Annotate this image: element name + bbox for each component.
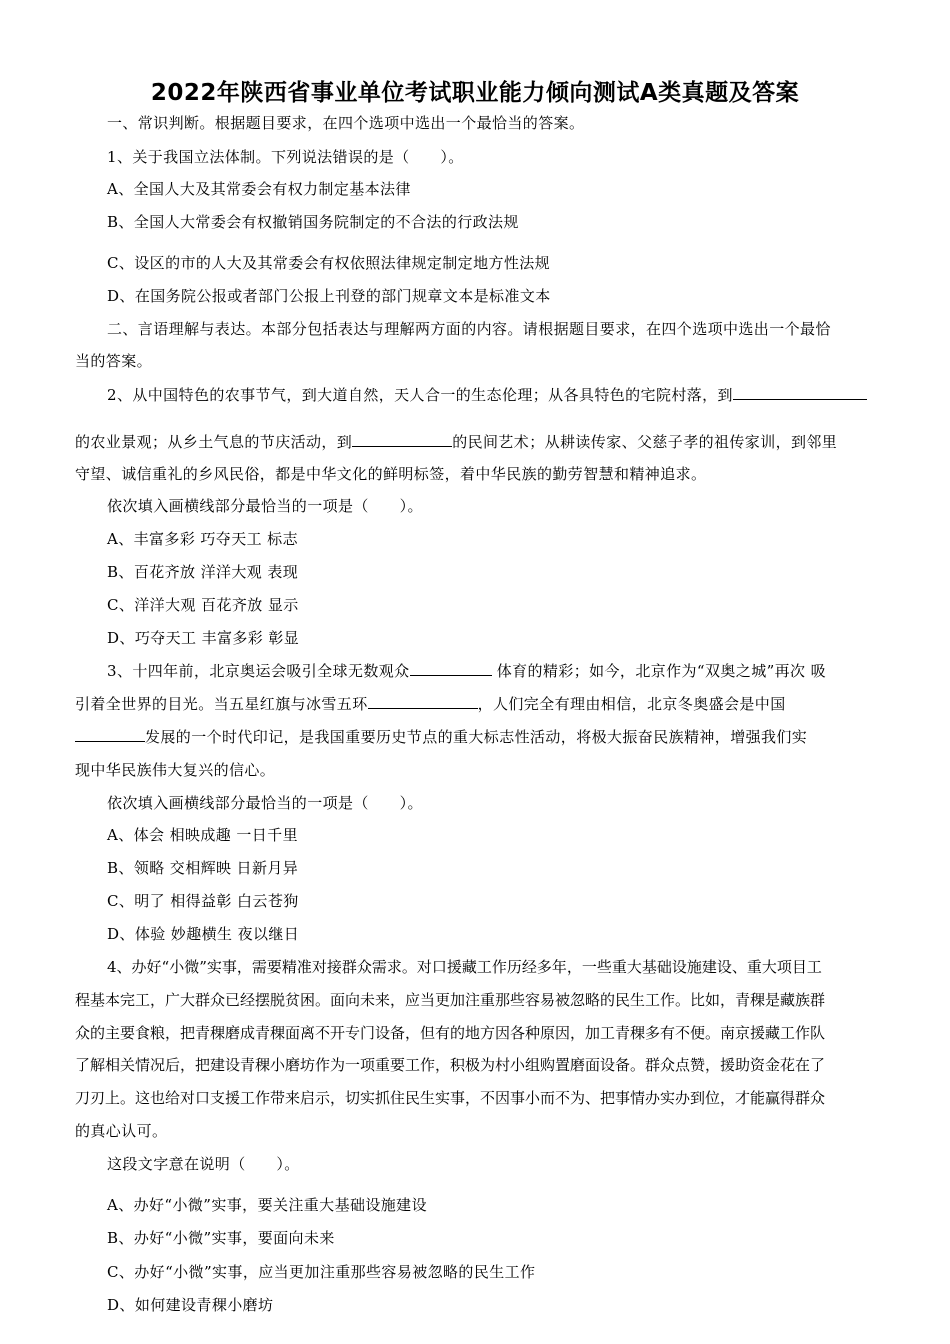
section-heading-verbal-line1: 二、言语理解与表达。本部分包括表达与理解两方面的内容。请根据题目要求，在四个选项中选出一个最恰 [107, 320, 831, 338]
question-3-text: 发展的一个时代印记，是我国重要历史节点的重大标志性活动，将极大振奋民族精神，增强我们实 [145, 728, 808, 746]
question-3-line2 [75, 694, 786, 714]
question-3-option-a: A、体会 相映成趣 一日千里 [107, 826, 298, 844]
question-1-option-b: B、全国人大常委会有权撤销国务院制定的不合法的行政法规 [107, 213, 519, 231]
question-3-line4: 现中华民族伟大复兴的信心。 [75, 761, 276, 779]
question-3-line3 [75, 727, 807, 747]
question-4-line4: 了解相关情况后，把建设青稞小磨坊作为一项重要工作，积极为村小组购置磨面设备。群众点赞，援助资金花在了 [75, 1056, 826, 1074]
question-4-option-a: A、办好“小微”实事，要关注重大基础设施建设 [107, 1196, 427, 1214]
question-3-text: 引着全世界的目光。当五星红旗与冰雪五环 [75, 695, 368, 713]
question-1-option-d: D、在国务院公报或者部门公报上刊登的部门规章文本是标准文本 [107, 287, 551, 305]
question-3-text: 体育的精彩；如今，北京作为“双奥之城”再次 吸 [496, 662, 827, 680]
question-2-line3: 守望、诚信重礼的乡风民俗，都是中华文化的鲜明标签，着中华民族的勤劳智慧和精神追求。 [75, 465, 707, 483]
question-2-option-a: A、丰富多彩 巧夺天工 标志 [107, 530, 298, 548]
answer-blank [75, 727, 145, 742]
question-1-option-c: C、设区的市的人大及其常委会有权依照法律规定制定地方性法规 [107, 254, 551, 272]
question-2-line1 [107, 385, 867, 405]
question-2-line2 [75, 432, 837, 452]
question-3-option-b: B、领略 交相辉映 日新月异 [107, 859, 299, 877]
page-title: 2022年陕西省事业单位考试职业能力倾向测试A类真题及答案 [150, 80, 800, 106]
answer-blank [733, 385, 867, 400]
question-3-option-d: D、体验 妙趣横生 夜以继日 [107, 925, 300, 943]
question-1-option-a: A、全国人大及其常委会有权力制定基本法律 [107, 180, 411, 198]
question-3-text: ，人们完全有理由相信，北京冬奥盛会是中国 [477, 695, 786, 713]
question-2-text: 的农业景观；从乡土气息的节庆活动，到 [75, 433, 353, 451]
question-4-line2: 程基本完工，广大群众已经摆脱贫困。面向未来，应当更加注重那些容易被忽略的民生工作。比如，青稞是藏族群 [75, 991, 826, 1009]
answer-blank [410, 661, 492, 676]
question-3-prompt: 依次填入画横线部分最恰当的一项是（ ）。 [107, 794, 423, 812]
question-2-text: 的民间艺术；从耕读传家、父慈子孝的祖传家训，到邻里 [452, 433, 838, 451]
question-2-option-b: B、百花齐放 洋洋大观 表现 [107, 563, 299, 581]
question-4-prompt: 这段文字意在说明（ ）。 [107, 1155, 300, 1173]
question-4-option-b: B、办好“小微”实事，要面向未来 [107, 1229, 335, 1247]
question-4-option-d: D、如何建设青稞小磨坊 [107, 1296, 274, 1314]
question-2-text: 2、从中国特色的农事节气，到大道自然，天人合一的生态伦理；从各具特色的宅院村落，到 [107, 386, 733, 404]
answer-blank [368, 694, 478, 709]
question-1-stem: 1、关于我国立法体制。下列说法错误的是（ ）。 [107, 148, 464, 166]
question-4-line6: 的真心认可。 [75, 1122, 168, 1140]
section-heading-verbal-line2: 当的答案。 [75, 352, 153, 370]
question-4-line3: 众的主要食粮，把青稞磨成青稞面离不开专门设备，但有的地方因各种原因，加工青稞多有不便。南京援藏工作队 [75, 1024, 826, 1042]
question-3-option-c: C、明了 相得益彰 白云苍狗 [107, 892, 299, 910]
section-heading-common-sense: 一、常识判断。根据题目要求，在四个选项中选出一个最恰当的答案。 [107, 114, 585, 132]
question-4-option-c: C、办好“小微”实事，应当更加注重那些容易被忽略的民生工作 [107, 1263, 536, 1281]
question-2-prompt: 依次填入画横线部分最恰当的一项是（ ）。 [107, 497, 423, 515]
question-3-text: 3、十四年前，北京奥运会吸引全球无数观众 [107, 662, 410, 680]
question-4-line1: 4、办好“小微”实事，需要精准对接群众需求。对口援藏工作历经多年，一些重大基础设施建设、重大项目工 [107, 958, 822, 976]
answer-blank [352, 432, 452, 447]
question-2-option-c: C、洋洋大观 百花齐放 显示 [107, 596, 299, 614]
question-4-line5: 刀刃上。这也给对口支援工作带来启示，切实抓住民生实事，不因事小而不为、把事情办实办到位，才能赢得群众 [75, 1089, 826, 1107]
question-2-option-d: D、巧夺天工 丰富多彩 彰显 [107, 629, 300, 647]
question-3-line1 [107, 661, 826, 681]
